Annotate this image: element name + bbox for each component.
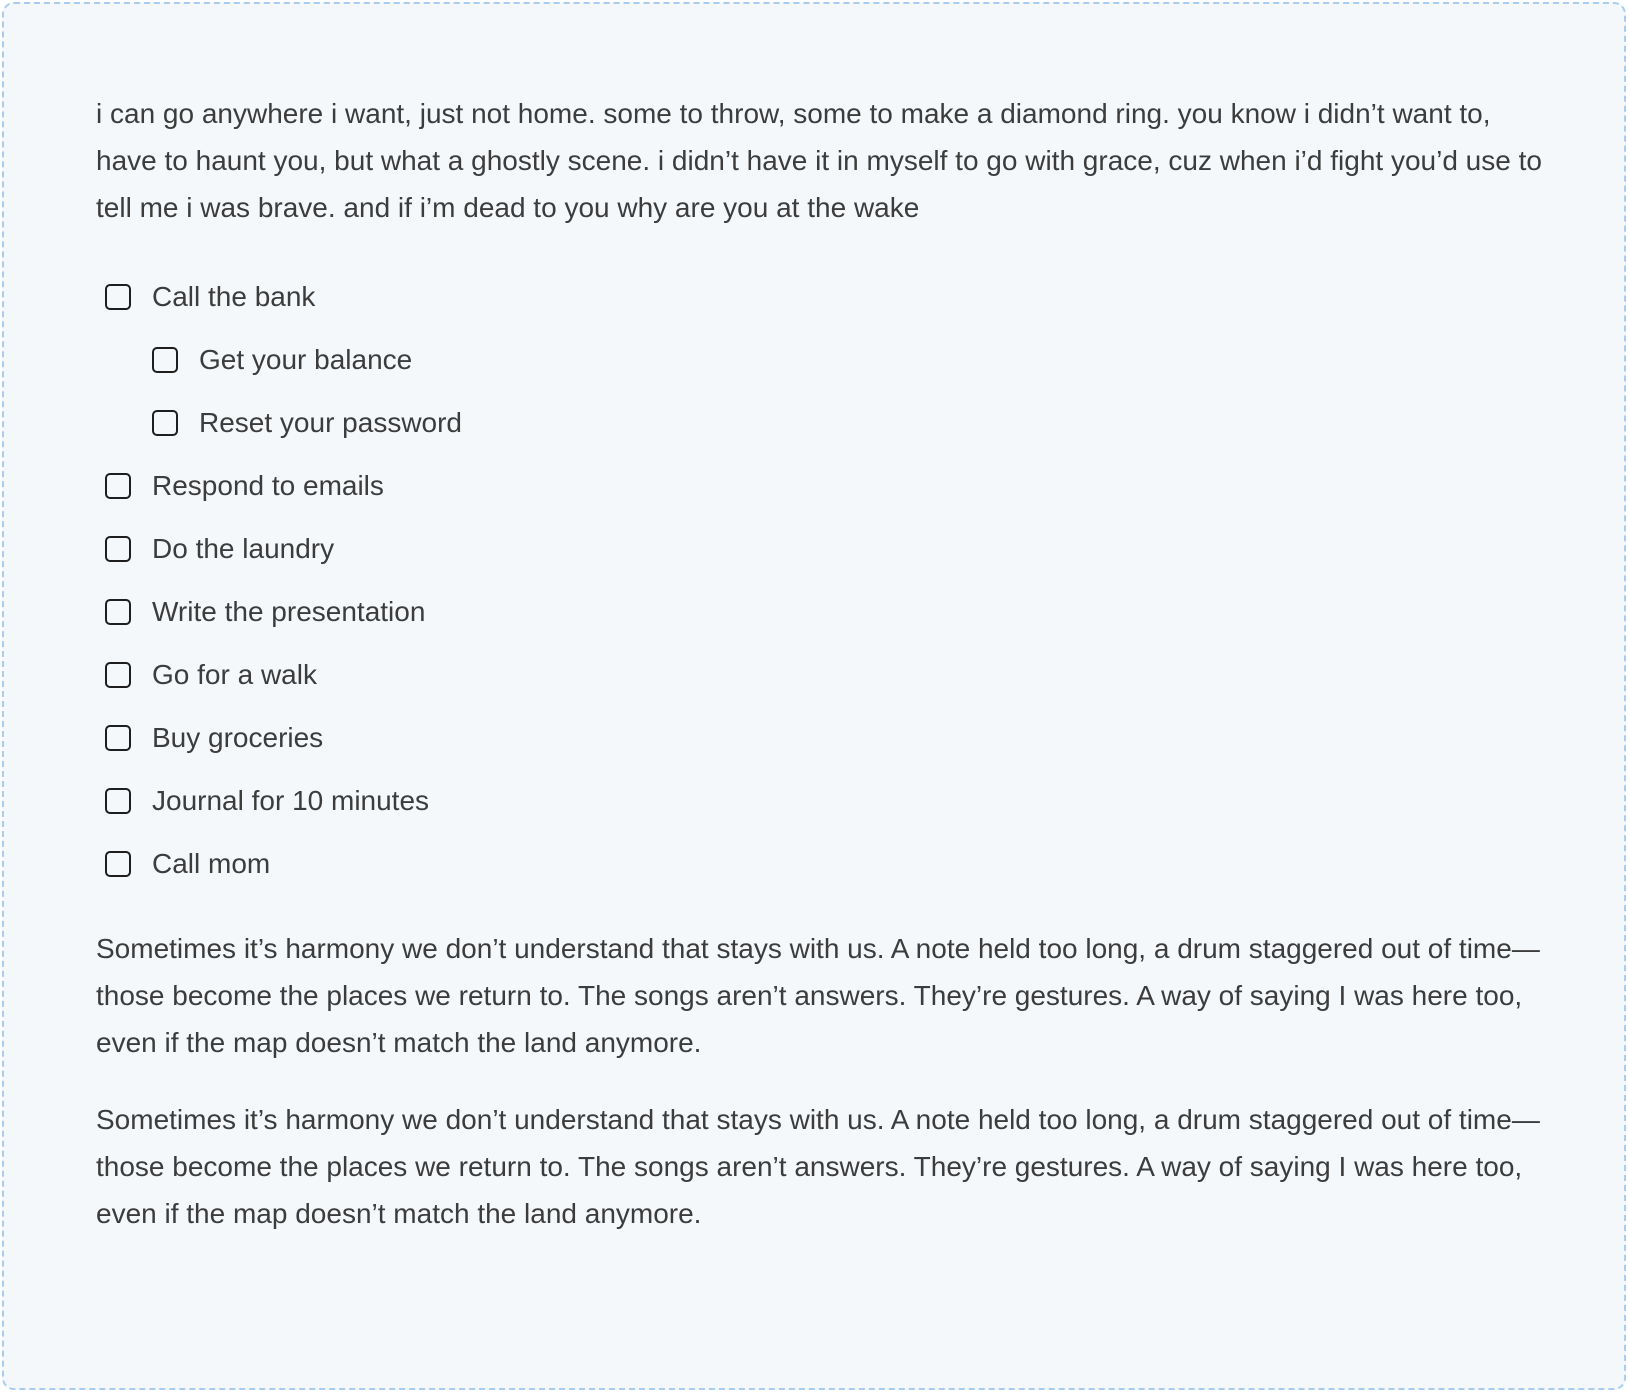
check-item-journal-for-10-minutes <box>105 786 1546 816</box>
check-item-respond-to-emails <box>105 471 1546 501</box>
check-item-go-for-a-walk <box>105 660 1546 690</box>
check-item-do-the-laundry <box>105 534 1546 564</box>
check-item-buy-groceries <box>105 723 1546 753</box>
check-item-label: Journal for 10 minutes <box>152 785 430 816</box>
check-item-label: Call mom <box>152 848 271 879</box>
check-item-label: Get your balance <box>199 344 413 375</box>
check-item-label: Buy groceries <box>152 722 324 753</box>
document-content <box>4 4 1624 1297</box>
checkbox-unchecked-icon[interactable] <box>152 347 178 373</box>
check-item-label: Write the presentation <box>152 596 426 627</box>
checkbox-unchecked-icon[interactable] <box>105 284 131 310</box>
checkbox-unchecked-icon[interactable] <box>105 725 131 751</box>
check-item-call-the-bank <box>105 282 1546 312</box>
checkbox-unchecked-icon[interactable] <box>105 473 131 499</box>
outro-paragraph-1: Sometimes it’s harmony we don’t understand that stays with us. A note held too long, a drum staggered out of time—those become the places we return to. The songs aren’t answers. They’re gestures. A way of saying I was here too, even if the map doesn’t match the land anymore. <box>96 933 1540 1058</box>
check-item-label: Call the bank <box>152 281 316 312</box>
checkbox-unchecked-icon[interactable] <box>105 599 131 625</box>
check-item-label: Reset your password <box>199 407 463 438</box>
checkbox-unchecked-icon[interactable] <box>105 788 131 814</box>
check-item-get-your-balance <box>105 345 1546 375</box>
check-item-label: Do the laundry <box>152 533 335 564</box>
document-canvas <box>2 2 1626 1390</box>
checkbox-unchecked-icon[interactable] <box>105 662 131 688</box>
checkbox-unchecked-icon[interactable] <box>105 851 131 877</box>
checklist <box>96 282 1546 879</box>
outro-paragraph-2: Sometimes it’s harmony we don’t understand that stays with us. A note held too long, a drum staggered out of time—those become the places we return to. The songs aren’t answers. They’re gestures. A way of saying I was here too, even if the map doesn’t match the land anymore. <box>96 1104 1540 1229</box>
checkbox-unchecked-icon[interactable] <box>152 410 178 436</box>
check-item-reset-your-password <box>105 408 1546 438</box>
check-item-write-the-presentation <box>105 597 1546 627</box>
intro-paragraph: i can go anywhere i want, just not home. some to throw, some to make a diamond ring. you know i didn’t want to, have to haunt you, but what a ghostly scene. i didn’t have it in myself to go with grace, cuz when i’d fight you’d use to tell me i was brave. and if i’m dead to you why are you at the wake <box>96 98 1542 223</box>
check-item-label: Respond to emails <box>152 470 384 501</box>
checkbox-unchecked-icon[interactable] <box>105 536 131 562</box>
check-item-call-mom <box>105 849 1546 879</box>
check-item-label: Go for a walk <box>152 659 317 690</box>
